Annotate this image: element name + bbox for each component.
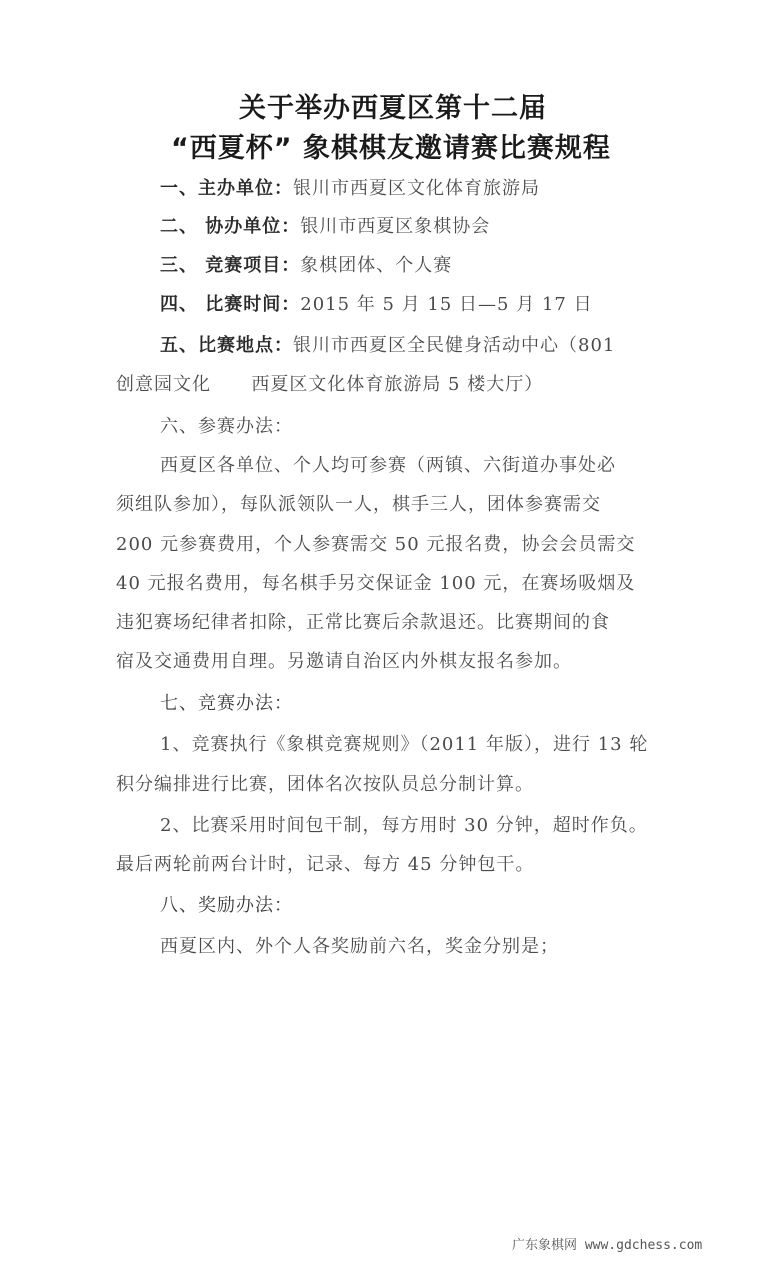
paragraph-line: 西夏区内、外个人各奖励前六名，奖金分别是；: [160, 936, 559, 957]
section-heading: 二、 协办单位：: [160, 216, 301, 237]
document-title-line2: “西夏杯” 象棋棋友邀请赛比赛规程: [171, 133, 611, 164]
section-heading: 四、 比赛时间：: [160, 294, 301, 315]
paragraph-line: 40 元报名费用，每名棋手另交保证金 100 元，在赛场吸烟及: [116, 573, 636, 594]
section-heading-participation: 六、参赛办法：: [160, 416, 293, 437]
section-time: [160, 290, 593, 316]
paragraph-line: 积分编排进行比赛，团体名次按队员总分制计算。: [116, 774, 534, 795]
section-venue: [160, 331, 615, 357]
document-title-line1: 关于举办西夏区第十二届: [239, 93, 547, 124]
paragraph-line: 200 元参赛费用，个人参赛需交 50 元报名费，协会会员需交: [116, 534, 636, 555]
paragraph-line: 宿及交通费用自理。另邀请自治区内外棋友报名参加。: [116, 651, 572, 672]
section-organizer: [160, 174, 540, 200]
paragraph-line: 2、比赛采用时间包干制，每方用时 30 分钟，超时作负。: [160, 815, 648, 836]
paragraph-line: 1、竞赛执行《象棋竞赛规则》（2011 年版），进行 13 轮: [160, 734, 649, 755]
section-text: 2015 年 5 月 15 日—5 月 17 日: [300, 294, 593, 315]
paragraph-line: 须组队参加），每队派领队一人，棋手三人，团体参赛需交: [116, 494, 601, 515]
section-heading-awards: 八、奖励办法：: [160, 895, 293, 916]
section-text: 银川市西夏区全民健身活动中心（801: [293, 335, 616, 356]
paragraph-line: 最后两轮前两台计时，记录、每方 45 分钟包干。: [116, 854, 535, 875]
section-text: 象棋团体、个人赛: [300, 255, 453, 276]
section-text: 银川市西夏区文化体育旅游局: [293, 178, 540, 199]
section-heading: 一、主办单位：: [160, 178, 293, 199]
section-text: 银川市西夏区象棋协会: [300, 216, 491, 237]
paragraph-line: 违犯赛场纪律者扣除，正常比赛后余款退还。比赛期间的食: [116, 612, 610, 633]
section-co-organizer: [160, 212, 490, 238]
section-heading: 三、 竞赛项目：: [160, 255, 301, 276]
paragraph-line: 西夏区各单位、个人均可参赛（两镇、六街道办事处必: [160, 455, 616, 476]
section-events: [160, 251, 452, 277]
site-watermark: 广东象棋网 www.gdchess.com: [512, 1238, 703, 1253]
section-venue-continued: 创意园文化 西夏区文化体育旅游局 5 楼大厅）: [116, 374, 544, 395]
section-heading-competition: 七、竞赛办法：: [160, 693, 293, 714]
section-heading: 五、比赛地点：: [160, 335, 293, 356]
